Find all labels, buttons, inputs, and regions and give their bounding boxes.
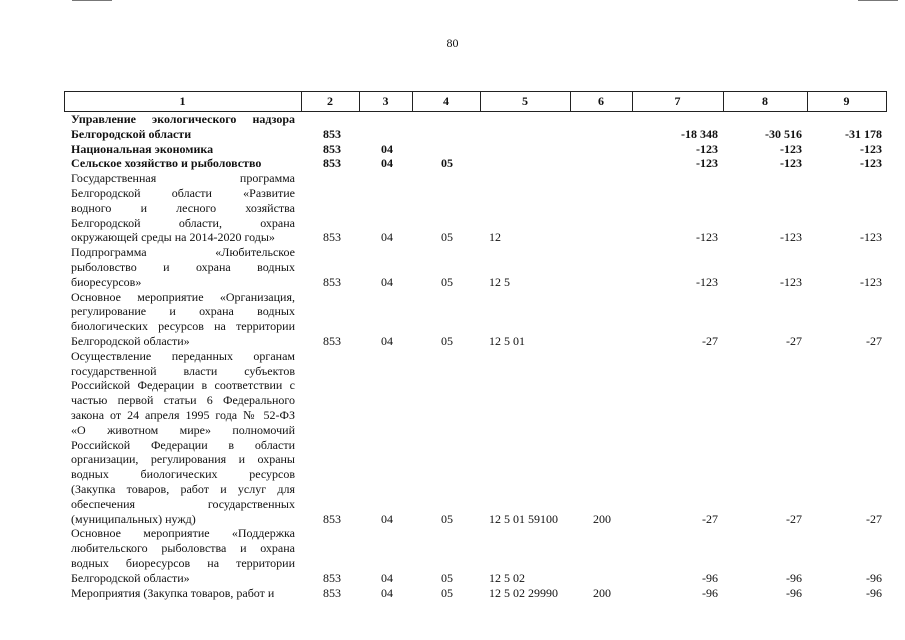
amount-year1-cell: -96 <box>702 570 718 585</box>
description-line: Подпрограмма «Любительское <box>71 245 295 260</box>
section-code-cell: 04 <box>381 585 393 600</box>
description-line: водного и лесного хозяйства <box>71 200 295 215</box>
section-code-cell: 04 <box>381 156 393 171</box>
description-line: окружающей среды на 2014-2020 годы» <box>71 230 275 245</box>
amount-year1-cell: -123 <box>696 230 718 245</box>
description-line: регулирование и охрана водных <box>71 304 295 319</box>
admin-code-cell: 853 <box>323 230 341 245</box>
amount-year2-cell: -96 <box>786 570 802 585</box>
row-description <box>71 526 295 585</box>
header-col-3: 3 <box>382 94 389 108</box>
description-line: Основное мероприятие «Организация, <box>71 289 295 304</box>
amount-year3-cell: -123 <box>860 274 882 289</box>
description-line: Белгородской области «Развитие <box>71 185 295 200</box>
target-article-cell: 12 5 02 29990 <box>489 585 558 600</box>
description-line: государственной власти субъектов <box>71 363 295 378</box>
description-line: Белгородской области» <box>71 333 190 348</box>
description-line: Национальная экономика <box>71 141 214 156</box>
header-col-6: 6 <box>598 94 604 108</box>
description-line: Мероприятия (Закупка товаров, работ и <box>71 585 275 600</box>
row-description <box>71 349 295 527</box>
section-code-cell: 04 <box>381 570 393 585</box>
subsection-code-cell: 05 <box>441 274 453 289</box>
amount-year2-cell: -27 <box>786 333 802 348</box>
description-line: Управление экологического надзора <box>71 112 295 126</box>
amount-year3-cell: -27 <box>866 511 882 526</box>
row-description <box>71 171 295 245</box>
subsection-code-cell: 05 <box>441 570 453 585</box>
amount-year1-cell: -123 <box>696 274 718 289</box>
amount-year3-cell: -123 <box>860 156 882 171</box>
amount-year2-cell: -123 <box>780 230 802 245</box>
amount-year1-cell: -123 <box>696 156 718 171</box>
description-line: Осуществление переданных органам <box>71 348 295 363</box>
subsection-code-cell: 05 <box>441 333 453 348</box>
scan-edge-right <box>858 0 898 1</box>
admin-code-cell: 853 <box>323 570 341 585</box>
admin-code-cell: 853 <box>323 585 341 600</box>
section-code-cell: 04 <box>381 511 393 526</box>
description-line: Основное мероприятие «Поддержка <box>71 526 295 541</box>
target-article-cell: 12 5 01 <box>489 333 525 348</box>
target-article-cell: 12 5 01 59100 <box>489 511 558 526</box>
section-code-cell: 04 <box>381 141 393 156</box>
description-line: (муниципальных) нужд) <box>71 511 196 526</box>
page-number: 80 <box>446 36 459 50</box>
description-line: (Закупка товаров, работ и услуг для <box>71 481 295 496</box>
description-line: Российской Федерации в области <box>71 437 295 452</box>
target-article-cell: 12 <box>489 230 501 245</box>
description-line: биологических ресурсов на территории <box>71 319 295 334</box>
section-code-cell: 04 <box>381 333 393 348</box>
description-line: водных биоресурсов на территории <box>71 555 295 570</box>
description-line: организации, регулирования и охраны <box>71 452 295 467</box>
subsection-code-cell: 05 <box>441 585 453 600</box>
amount-year3-cell: -96 <box>866 585 882 600</box>
description-line: Белгородской области, охрана <box>71 215 295 230</box>
scan-edge-left <box>72 0 112 1</box>
description-line: частью первой статьи 6 Федерального <box>71 393 295 408</box>
row-description <box>71 586 295 601</box>
description-line: Сельское хозяйство и рыболовство <box>71 156 262 171</box>
admin-code-cell: 853 <box>323 126 341 141</box>
header-col-9: 9 <box>843 94 850 108</box>
amount-year1-cell: -27 <box>702 333 718 348</box>
row-description <box>71 245 295 289</box>
row-description <box>71 156 295 171</box>
amount-year2-cell: -96 <box>786 585 802 600</box>
amount-year1-cell: -96 <box>702 585 718 600</box>
amount-year2-cell: -123 <box>780 274 802 289</box>
admin-code-cell: 853 <box>323 333 341 348</box>
amount-year3-cell: -27 <box>866 333 882 348</box>
admin-code-cell: 853 <box>323 274 341 289</box>
amount-year2-cell: -27 <box>786 511 802 526</box>
header-col-4: 4 <box>443 94 449 108</box>
description-line: любительского рыболовства и охрана <box>71 541 295 556</box>
admin-code-cell: 853 <box>323 511 341 526</box>
description-line: Российской Федерации в соответствии с <box>71 378 295 393</box>
description-line: обеспечения государственных <box>71 496 295 511</box>
amount-year1-cell: -123 <box>696 141 718 156</box>
amount-year2-cell: -123 <box>780 156 802 171</box>
description-line: водных биологических ресурсов <box>71 467 295 482</box>
amount-year3-cell: -96 <box>866 570 882 585</box>
description-line: рыболовство и охрана водных <box>71 259 295 274</box>
amount-year1-cell: -18 348 <box>681 126 718 141</box>
subsection-code-cell: 05 <box>441 511 453 526</box>
target-article-cell: 12 5 02 <box>489 570 525 585</box>
header-col-2: 2 <box>327 94 333 108</box>
amount-year1-cell: -27 <box>702 511 718 526</box>
description-line: биоресурсов» <box>71 274 142 289</box>
subsection-code-cell: 05 <box>441 156 453 171</box>
row-description <box>71 142 295 157</box>
amount-year2-cell: -30 516 <box>765 126 802 141</box>
header-col-8: 8 <box>762 94 768 108</box>
expense-type-cell: 200 <box>593 511 611 526</box>
amount-year3-cell: -31 178 <box>845 126 882 141</box>
admin-code-cell: 853 <box>323 141 341 156</box>
amount-year2-cell: -123 <box>780 141 802 156</box>
header-col-5: 5 <box>522 94 528 108</box>
target-article-cell: 12 5 <box>489 274 510 289</box>
description-line: Государственная программа <box>71 171 295 186</box>
expense-type-cell: 200 <box>593 585 611 600</box>
subsection-code-cell: 05 <box>441 230 453 245</box>
description-line: «О животном мире» полномочий <box>71 422 295 437</box>
admin-code-cell: 853 <box>323 156 341 171</box>
section-code-cell: 04 <box>381 274 393 289</box>
description-line: Белгородской области» <box>71 570 190 585</box>
description-line: закона от 24 апреля 1995 года № 52-ФЗ <box>71 407 295 422</box>
row-description <box>71 112 295 142</box>
header-col-1: 1 <box>179 94 186 108</box>
header-col-7: 7 <box>674 94 681 108</box>
description-line: Белгородской области <box>71 126 192 141</box>
col-divider <box>886 91 887 111</box>
section-code-cell: 04 <box>381 230 393 245</box>
row-description <box>71 290 295 349</box>
amount-year3-cell: -123 <box>860 141 882 156</box>
amount-year3-cell: -123 <box>860 230 882 245</box>
